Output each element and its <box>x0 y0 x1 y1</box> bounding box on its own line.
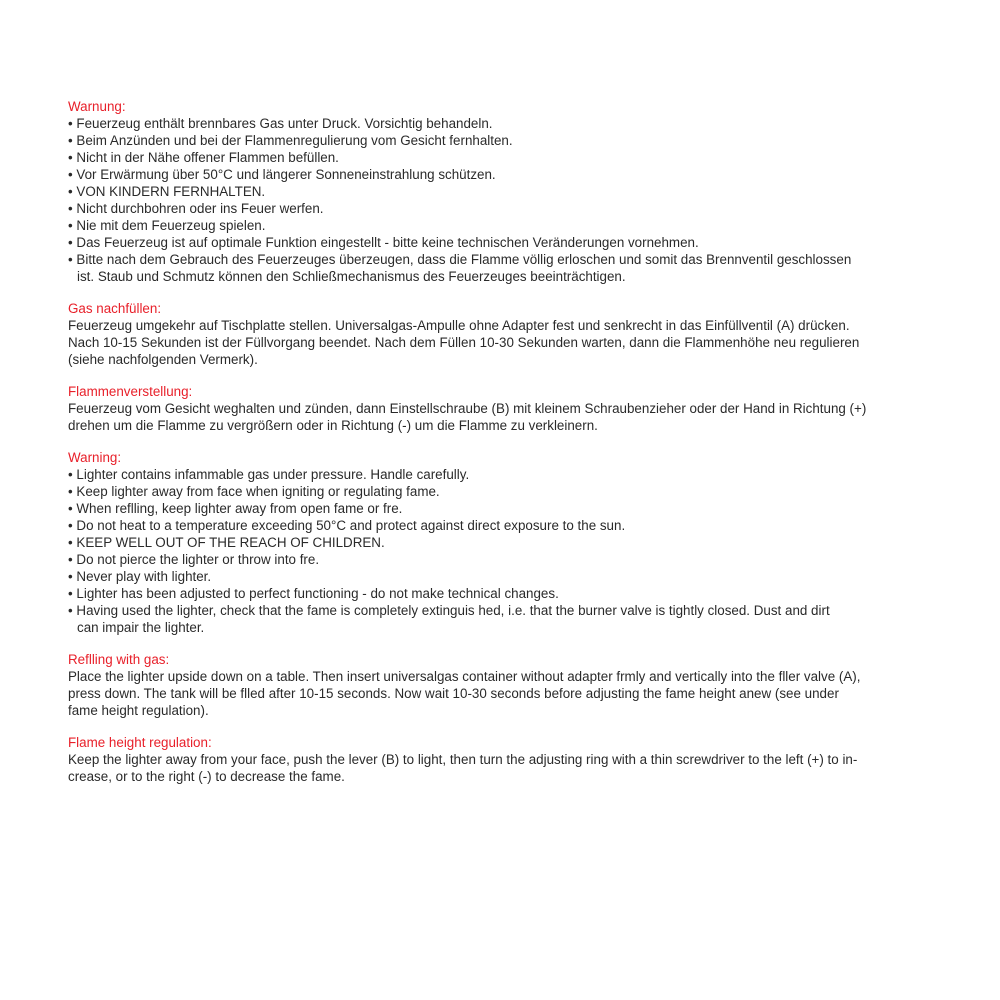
instruction-section <box>68 449 948 636</box>
text-line: Feuerzeug vom Gesicht weghalten und zünden, dann Einstellschraube (B) mit kleinem Schraubenzieher oder der Hand in Richtung (+) <box>68 401 867 416</box>
text-line: • Nicht in der Nähe offener Flammen befüllen. <box>68 150 339 165</box>
text-line: • Do not pierce the lighter or throw into fre. <box>68 552 320 567</box>
text-line: • Lighter contains infammable gas under pressure. Handle carefully. <box>68 467 470 482</box>
text-line: • Having used the lighter, check that the fame is completely extinguis hed, i.e. that the burner valve is tightly closed. Dust and dirt <box>68 603 830 618</box>
text-line: • KEEP WELL OUT OF THE REACH OF CHILDREN. <box>68 535 385 550</box>
text-line: press down. The tank will be flled after 10-15 seconds. Now wait 10-30 seconds before adjusting the fame height anew (see under <box>68 686 839 701</box>
text-line: Feuerzeug umgekehr auf Tischplatte stellen. Universalgas-Ampulle ohne Adapter fest und senkrecht in das Einfüllventil (A) drücken. <box>68 318 850 333</box>
text-line: • VON KINDERN FERNHALTEN. <box>68 184 266 199</box>
section-lines <box>68 115 948 285</box>
text-line: • Beim Anzünden und bei der Flammenregulierung vom Gesicht fernhalten. <box>68 133 513 148</box>
section-lines <box>68 751 948 785</box>
instruction-section <box>68 651 948 719</box>
text-line: • Keep lighter away from face when igniting or regulating fame. <box>68 484 440 499</box>
text-line: • Nie mit dem Feuerzeug spielen. <box>68 218 266 233</box>
section-lines <box>68 668 948 719</box>
text-line: • Nicht durchbohren oder ins Feuer werfen. <box>68 201 324 216</box>
section-heading: Warnung: <box>68 99 126 114</box>
text-line: can impair the lighter. <box>77 620 205 635</box>
section-heading: Reflling with gas: <box>68 652 170 667</box>
section-heading: Flammenverstellung: <box>68 384 193 399</box>
text-line: drehen um die Flamme zu vergrößern oder in Richtung (-) um die Flamme zu verkleinern. <box>68 418 598 433</box>
text-line: • Feuerzeug enthält brennbares Gas unter Druck. Vorsichtig behandeln. <box>68 116 493 131</box>
instruction-section <box>68 300 948 368</box>
text-line: • Vor Erwärmung über 50°C und längerer Sonneneinstrahlung schützen. <box>68 167 496 182</box>
text-line: ist. Staub und Schmutz können den Schließmechanismus des Feuerzeuges beeinträchtigen. <box>77 269 626 284</box>
section-heading: Gas nachfüllen: <box>68 301 162 316</box>
text-line: • Do not heat to a temperature exceeding 50°C and protect against direct exposure to the sun. <box>68 518 626 533</box>
text-line: • Das Feuerzeug ist auf optimale Funktion eingestellt - bitte keine technischen Veränderungen vornehmen. <box>68 235 699 250</box>
text-line: • When reflling, keep lighter away from open fame or fre. <box>68 501 403 516</box>
text-line: • Bitte nach dem Gebrauch des Feuerzeuges überzeugen, dass die Flamme völlig erloschen und somit das Brennventil geschlossen <box>68 252 852 267</box>
text-line: crease, or to the right (-) to decrease the fame. <box>68 769 345 784</box>
section-lines <box>68 400 948 434</box>
text-line: • Never play with lighter. <box>68 569 212 584</box>
section-lines <box>68 466 948 636</box>
instruction-section <box>68 98 948 285</box>
instruction-sheet <box>68 98 948 800</box>
instruction-section <box>68 734 948 785</box>
text-line: Keep the lighter away from your face, push the lever (B) to light, then turn the adjusting ring with a thin screwdriver to the left (+) to in- <box>68 752 858 767</box>
text-line: Place the lighter upside down on a table. Then insert universalgas container without adapter frmly and vertically into the fller valve (A), <box>68 669 861 684</box>
text-line: Nach 10-15 Sekunden ist der Füllvorgang beendet. Nach dem Füllen 10-30 Sekunden warten, dann die Flammenhöhe neu regulieren <box>68 335 860 350</box>
section-lines <box>68 317 948 368</box>
instruction-section <box>68 383 948 434</box>
text-line: fame height regulation). <box>68 703 209 718</box>
section-heading: Flame height regulation: <box>68 735 212 750</box>
text-line: • Lighter has been adjusted to perfect functioning - do not make technical changes. <box>68 586 559 601</box>
text-line: (siehe nachfolgenden Vermerk). <box>68 352 258 367</box>
section-heading: Warning: <box>68 450 122 465</box>
